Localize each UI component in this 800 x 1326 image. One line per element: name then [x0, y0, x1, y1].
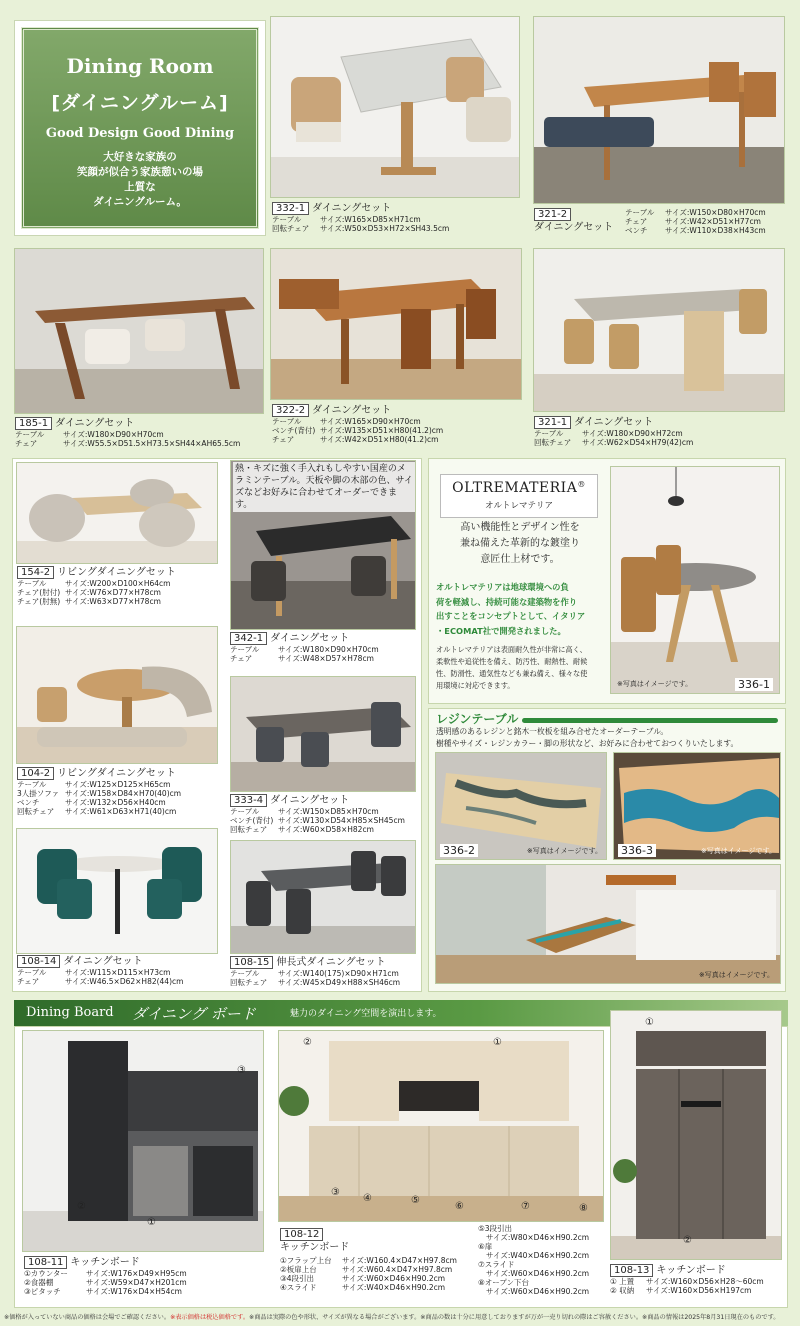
board3-mark-1: ① [645, 1017, 654, 1028]
specs-321-2: テーブル サイズ:W150×D80×H70cm チェア サイズ:W42×D51×H77cm ベンチ サイズ:W110×D38×H43cm [625, 208, 766, 235]
oltre-logo-box [440, 474, 598, 518]
caption-185-1: 185-1 ダイニングセット テーブル サイズ:W180×D90×H70cm チェア サイズ:W55.5×D51.5×H73.5×SH44×AH65.5cm [15, 418, 241, 448]
caption-322-2: 322-2 ダイニングセット テーブル サイズ:W165×D90×H70cm ベンチ(背付) サイズ:W135×D51×H80(41.2)cm チェア サイズ:W42×D51×H80(41.2)cm [272, 405, 444, 444]
board1-mark-1: ① [147, 1217, 156, 1228]
resin-title-rule [522, 718, 778, 723]
board2-mark-2: ② [303, 1037, 312, 1048]
caption-321-1: 321-1 ダイニングセット テーブル サイズ:W180×D90×H72cm 回転チェア サイズ:W62×D54×H79(42)cm [534, 417, 694, 447]
caption-321-2: 321-2 ダイニングセット [534, 209, 614, 233]
caption-154-2: 154-2 リビングダイニングセット テーブル サイズ:W200×D100×H64cm チェア(肘付) サイズ:W76×D77×H78cm チェア(肘無) サイズ:W63×D77×H78cm [17, 567, 176, 606]
photo-321-2 [533, 16, 785, 204]
resin-code-1: 336-2 [440, 844, 478, 857]
caption-108-12: 108-12 キッチンボード ①フラップ上台 サイズ:W160.4×D47×H97.8cm ②板扉上台 サイズ:W60.4×D47×H97.8cm ③4段引出 サイズ:W60×D46×H90.2cm ④スライド サイズ:W40×D46×H90.2cm [280, 1229, 457, 1292]
photo-321-1 [533, 248, 785, 412]
header-panel [21, 27, 259, 229]
photo-108-15 [230, 840, 416, 954]
board-subtitle: 魅力のダイニング空間を演出します。 [290, 1009, 442, 1019]
photo-333-4 [230, 676, 416, 792]
caption-108-14: 108-14 ダイニングセット テーブル サイズ:W115×D115×H73cm チェア サイズ:W46.5×D62×H82(44)cm [17, 956, 184, 986]
board2-mark-3: ③ [331, 1187, 340, 1198]
board1-mark-2: ② [77, 1201, 86, 1212]
oltre-photo-note: ※写真はイメージです。 [617, 680, 693, 688]
resin-note-2: ※写真はイメージです。 [700, 847, 776, 855]
caption-108-11: 108-11 キッチンボード ①カウンター サイズ:W176×D49×H95cm ②食器棚 サイズ:W59×D47×H201cm ③ピタッチ サイズ:W176×D4×H54cm [24, 1257, 187, 1296]
photo-336-3 [613, 752, 781, 860]
photo-108-14 [16, 828, 218, 954]
oltre-green-text: オルトレマテリアは地球環境への負 荷を軽減し、持続可能な建築物を作り 出すことをコンセプトとして、イタリア ・ECOMAT社で開発されました。 [436, 582, 586, 636]
photo-108-13 [610, 1010, 782, 1260]
photo-resin-kitchen [435, 864, 781, 984]
header-tagline: Good Design Good Dining [45, 126, 235, 141]
caption-332-1: 332-1 ダイニングセット テーブル サイズ:W165×D85×H71cm 回転チェア サイズ:W50×D53×H72×SH43.5cm [272, 203, 450, 233]
oltre-logo-ja: オルトレマテリア [484, 501, 553, 511]
photo-332-1 [270, 16, 520, 198]
board2-mark-5: ⑤ [411, 1195, 420, 1206]
photo-108-11 [22, 1030, 264, 1252]
header-copy: 大好きな家族の 笑顔が似合う家族憩いの場 上質な ダイニングルーム。 [77, 151, 203, 208]
photo-342-1 [230, 460, 416, 630]
specs2-108-12: ⑤3段引出 サイズ:W80×D46×H90.2cm ⑥扉 サイズ:W40×D46×H90.2cm ⑦スライド サイズ:W60×D46×H90.2cm ⑧オープン下台 サイズ:W60×D46×H90.2cm [478, 1224, 590, 1296]
caption-104-2: 104-2 リビングダイニングセット テーブル サイズ:W125×D125×H65cm 3人掛ソファ サイズ:W158×D84×H70(40)cm ベンチ サイズ:W132×D56×H40cm 回転チェア サイズ:W61×D63×H71(40)cm [17, 768, 182, 816]
photo-336-1 [610, 466, 780, 694]
board2-mark-8: ⑧ [579, 1203, 588, 1214]
board3-mark-2: ② [683, 1235, 692, 1246]
caption-342-1: 342-1 ダイニングセット テーブル サイズ:W180×D90×H70cm チェア サイズ:W48×D57×H78cm [230, 633, 379, 663]
caption-108-15: 108-15 伸長式ダイニングセット テーブル サイズ:W140(175)×D90×H71cm 回転チェア サイズ:W45×D49×H88×SH46cm [230, 957, 401, 987]
footer-disclaimer: ※価格が入っていない商品の価格は会場でご確認ください。※表示価格は税込価格です。※商品は実際の色や形状、サイズが異なる場合がございます。※商品の数は十分に用意しておりますが万が一売り切れの際はご容赦ください。※商品の情報は2025年8月31日現在のものです。 [4, 1314, 780, 1321]
resin-note-1: ※写真はイメージです。 [526, 847, 602, 855]
board-title-ja: ダイニング ボード [132, 1005, 256, 1023]
photo-336-2 [435, 752, 607, 860]
header-title-ja: [ダイニングルーム] [51, 92, 229, 114]
caption-333-4: 333-4 ダイニングセット テーブル サイズ:W150×D85×H70cm ベンチ(背付) サイズ:W130×D54×H85×SH45cm 回転チェア サイズ:W60×D58×H82cm [230, 795, 405, 834]
photo-154-2 [16, 462, 218, 564]
photo-322-2 [270, 248, 522, 400]
caption-108-13: 108-13 キッチンボード ① 上置 サイズ:W160×D56×H28〜60cm ② 収納 サイズ:W160×D56×H197cm [610, 1265, 764, 1295]
photo-108-12 [278, 1030, 604, 1222]
photo-104-2 [16, 626, 218, 764]
oltre-body-text: オルトレマテリアは表面耐久性が非常に高く、 柔軟性や追従性を備え、防汚性、耐熱性、耐候 性、防滑性、通気性なども兼ね備え、様々な使 用環境に対応できます。 [436, 645, 588, 690]
note-342-1: 熱・キズに強く手入れもしやすい国産のメラミンテーブル。天板や脚の木部の色、サイズなどお好みに合わせてオーダーできます。 [233, 462, 415, 512]
board2-mark-6: ⑥ [455, 1201, 464, 1212]
board-title-en: Dining Board [26, 1005, 114, 1020]
oltre-logo-mark: ® [577, 480, 586, 489]
board2-mark-4: ④ [363, 1193, 372, 1204]
header-frame [14, 20, 266, 236]
photo-185-1 [14, 248, 264, 414]
oltre-photo-code: 336-1 [735, 678, 773, 691]
board2-mark-1: ① [493, 1037, 502, 1048]
resin-desc: 透明感のあるレジンと銘木一枚板を組み合せたオーダーテーブル。 樹種やサイズ・レジンカラー・脚の形状など、お好みに合わせておつくりいたします。 [436, 727, 739, 748]
header-title-en: Dining Room [66, 54, 214, 78]
resin-title: レジンテーブル [436, 712, 519, 726]
resin-note-3: ※写真はイメージです。 [698, 971, 774, 979]
oltre-intro: 高い機能性とデザイン性を 兼ね備えた革新的な鍍塗り 意匠仕上材です。 [460, 522, 580, 565]
board1-mark-3: ③ [237, 1065, 246, 1076]
oltre-logo: OLTREMATERIA [452, 480, 578, 496]
board2-mark-7: ⑦ [521, 1201, 530, 1212]
resin-code-2: 336-3 [618, 844, 656, 857]
